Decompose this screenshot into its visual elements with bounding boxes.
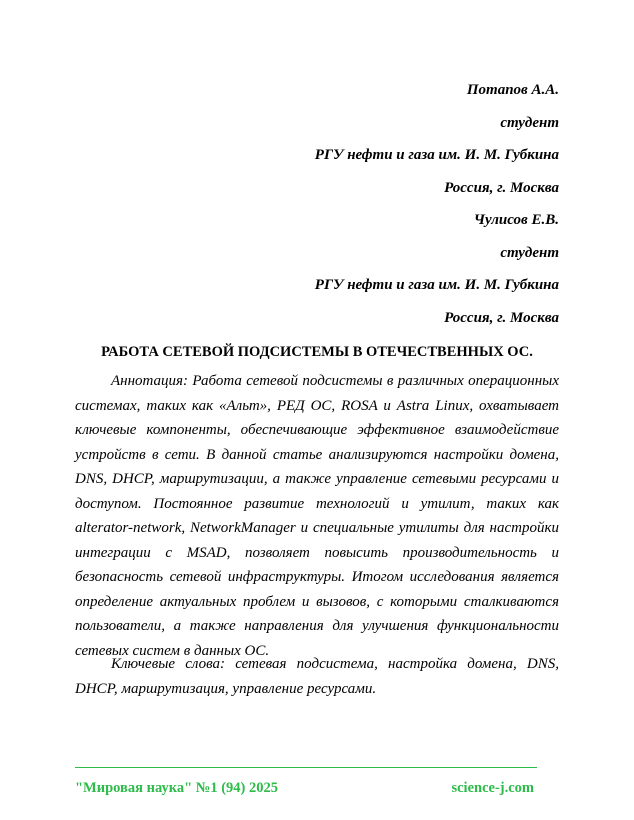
keywords-paragraph: Ключевые слова: сетевая подсистема, настройка домена, DNS, DHCP, маршрутизация, управление ресурсами. — [75, 656, 559, 697]
author-location: Россия, г. Москва — [444, 309, 559, 326]
footer-divider — [75, 767, 537, 768]
author-name: Потапов А.А. — [466, 82, 559, 98]
author-role: студент — [500, 244, 559, 261]
author-affiliation: РГУ нефти и газа им. И. М. Губкина — [314, 147, 559, 163]
author-name: Чулисов Е.В. — [473, 212, 559, 228]
article-title: РАБОТА СЕТЕВОЙ ПОДСИСТЕМЫ В ОТЕЧЕСТВЕННЫХ ОС. — [101, 344, 533, 360]
author-location: Россия, г. Москва — [444, 179, 559, 196]
author-role: студент — [500, 114, 559, 131]
journal-issue: "Мировая наука" №1 (94) 2025 — [75, 780, 278, 796]
abstract-paragraph: Аннотация: Работа сетевой подсистемы в различных операционных системах, таких как «Альт», РЕД ОС, ROSA и Astra Linux, охватывает ключевые компоненты, обеспечивающие эффективное взаимодействие устройств в сети. В данной статье анализируются настройки домена, DNS, DHCP, маршрутизации, а также управление сетевыми ресурсами и доступом. Постоянное развитие технологий и утилит, таких как alterator-network, NetworkManager и специальные утилиты для настройки интеграции с MSAD, позволяет повысить производительность и безопасность сетевой инфраструктуры. Итогом исследования является определение актуальных проблем и вызовов, с которыми сталкиваются пользователи, а также направления для улучшения функциональности сетевых систем в данных ОС. — [75, 373, 559, 659]
journal-site: science-j.com — [451, 780, 534, 796]
author-affiliation: РГУ нефти и газа им. И. М. Губкина — [314, 277, 559, 293]
authors-block — [315, 80, 559, 340]
